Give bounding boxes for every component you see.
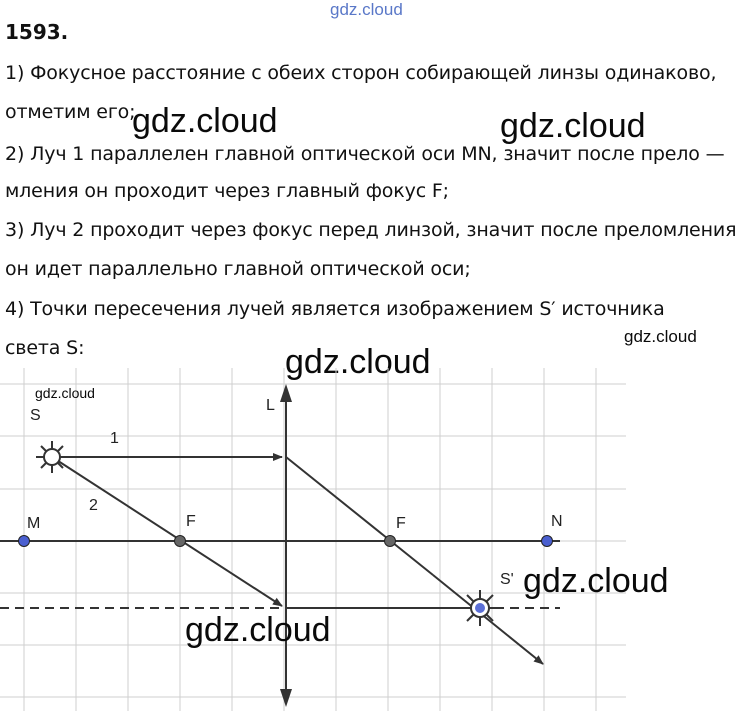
watermark: gdz.cloud [132, 102, 278, 140]
point-m [19, 536, 30, 547]
label-s: S [30, 407, 41, 424]
label-m: M [27, 515, 41, 532]
watermark-top: gdz.cloud [330, 0, 403, 19]
lens-arrow-top [280, 384, 292, 402]
text-line-7: 4) Точки пересечения лучей является изображением S′ источника [5, 298, 665, 320]
ray-1-refracted [286, 457, 433, 575]
text-line-8: света S: [5, 337, 85, 359]
lens-ray-diagram [0, 368, 626, 711]
problem-number: 1593. [5, 20, 69, 44]
text-line-6: он идет параллельно главной оптической оси; [5, 258, 471, 280]
watermark: gdz.cloud [35, 385, 95, 401]
text-line-4: мления он проходит через главный фокус F; [5, 180, 449, 202]
text-line-1: 1) Фокусное расстояние с обеих сторон собирающей линзы одинаково, [5, 62, 717, 84]
watermark: gdz.cloud [185, 611, 331, 649]
watermark: gdz.cloud [624, 327, 697, 346]
ray-2-incident [52, 457, 282, 606]
source-sun-icon [36, 441, 68, 473]
watermark: gdz.cloud [523, 562, 669, 600]
text-line-2: отметим его; [5, 101, 136, 123]
point-n [542, 536, 553, 547]
watermark: gdz.cloud [285, 343, 431, 381]
watermark: gdz.cloud [500, 107, 646, 145]
label-s-image: S' [500, 571, 514, 588]
label-f-right: F [396, 515, 406, 532]
point-f-right [385, 536, 396, 547]
lens-arrow-bottom [280, 689, 292, 707]
label-ray-2: 2 [89, 497, 98, 514]
text-line-5: 3) Луч 2 проходит через фокус перед линзой, значит после преломления [5, 219, 737, 241]
label-ray-1: 1 [110, 430, 119, 447]
label-l: L [266, 397, 275, 414]
label-n: N [551, 513, 563, 530]
point-f-left [175, 536, 186, 547]
image-sun-icon [462, 590, 498, 626]
text-line-3: 2) Луч 1 параллелен главной оптической оси MN, значит после прело — [5, 143, 725, 165]
label-f-left: F [186, 513, 196, 530]
grid [0, 368, 626, 711]
